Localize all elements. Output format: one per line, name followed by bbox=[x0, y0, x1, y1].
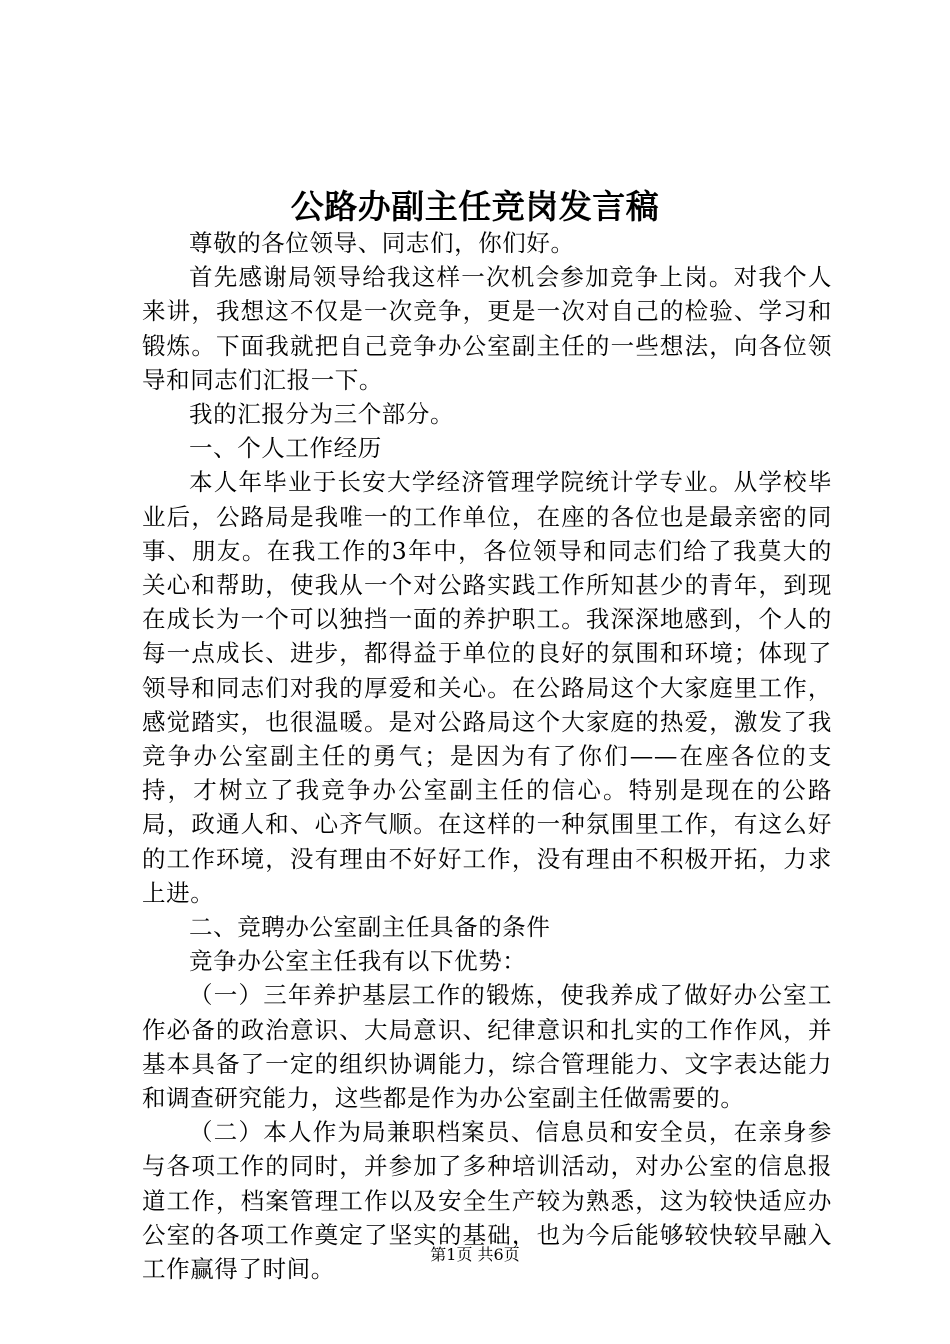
document-title: 公路办副主任竞岗发言稿 bbox=[290, 187, 660, 226]
paragraph-advantage-2: （二）本人作为局兼职档案员、信息员和安全员，在亲身参与各项工作的同时，并参加了多种培训活动，对办公室的信息报道工作，档案管理工作以及安全生产较为熟悉，这为较快适应办公室的各项工作奠定了坚实的基础，也为今后能够较快较早融入工作赢得了时间。 bbox=[142, 1118, 832, 1284]
section-heading-1: 一、个人工作经历 bbox=[189, 434, 382, 463]
paragraph-experience: 本人年毕业于长安大学经济管理学院统计学专业。从学校毕业后，公路局是我唯一的工作单位，在座的各位也是最亲密的同事、朋友。在我工作的3年中，各位领导和同志们给了我莫大的关心和帮助，使我从一个对公路实践工作所知甚少的青年，到现在成长为一个可以独挡一面的养护职工。我深深地感到，个人的每一点成长、进步，都得益于单位的良好的氛围和环境；体现了领导和同志们对我的厚爱和关心。在公路局这个大家庭里工作，感觉踏实，也很温暖。是对公路局这个大家庭的热爱，激发了我竞争办公室副主任的勇气；是因为有了你们——在座各位的支持，才树立了我竞争办公室副主任的信心。特别是现在的公路局，政通人和、心齐气顺。在这样的一种氛围里工作，有这么好的工作环境，没有理由不好好工作，没有理由不积极开拓，力求上进。 bbox=[142, 468, 832, 907]
paragraph-advantages-intro: 竞争办公室主任我有以下优势： bbox=[189, 947, 527, 976]
paragraph-advantage-1: （一）三年养护基层工作的锻炼，使我养成了做好办公室工作必备的政治意识、大局意识、纪律意识和扎实的工作作风，并基本具备了一定的组织协调能力，综合管理能力、文字表达能力和调查研究能力，这些都是作为办公室副主任做需要的。 bbox=[142, 981, 832, 1113]
document-body bbox=[142, 226, 832, 1286]
paragraph-intro: 首先感谢局领导给我这样一次机会参加竞争上岗。对我个人来讲，我想这不仅是一次竞争，更是一次对自己的检验、学习和锻炼。下面我就把自己竞争办公室副主任的一些想法，向各位领导和同志们汇报一下。 bbox=[142, 263, 832, 394]
page-number-footer: 第1页 共6页 bbox=[430, 1245, 520, 1264]
section-heading-2: 二、竞聘办公室副主任具备的条件 bbox=[189, 913, 551, 942]
paragraph-outline: 我的汇报分为三个部分。 bbox=[189, 400, 455, 429]
paragraph-greeting: 尊敬的各位领导、同志们，你们好。 bbox=[189, 229, 575, 257]
